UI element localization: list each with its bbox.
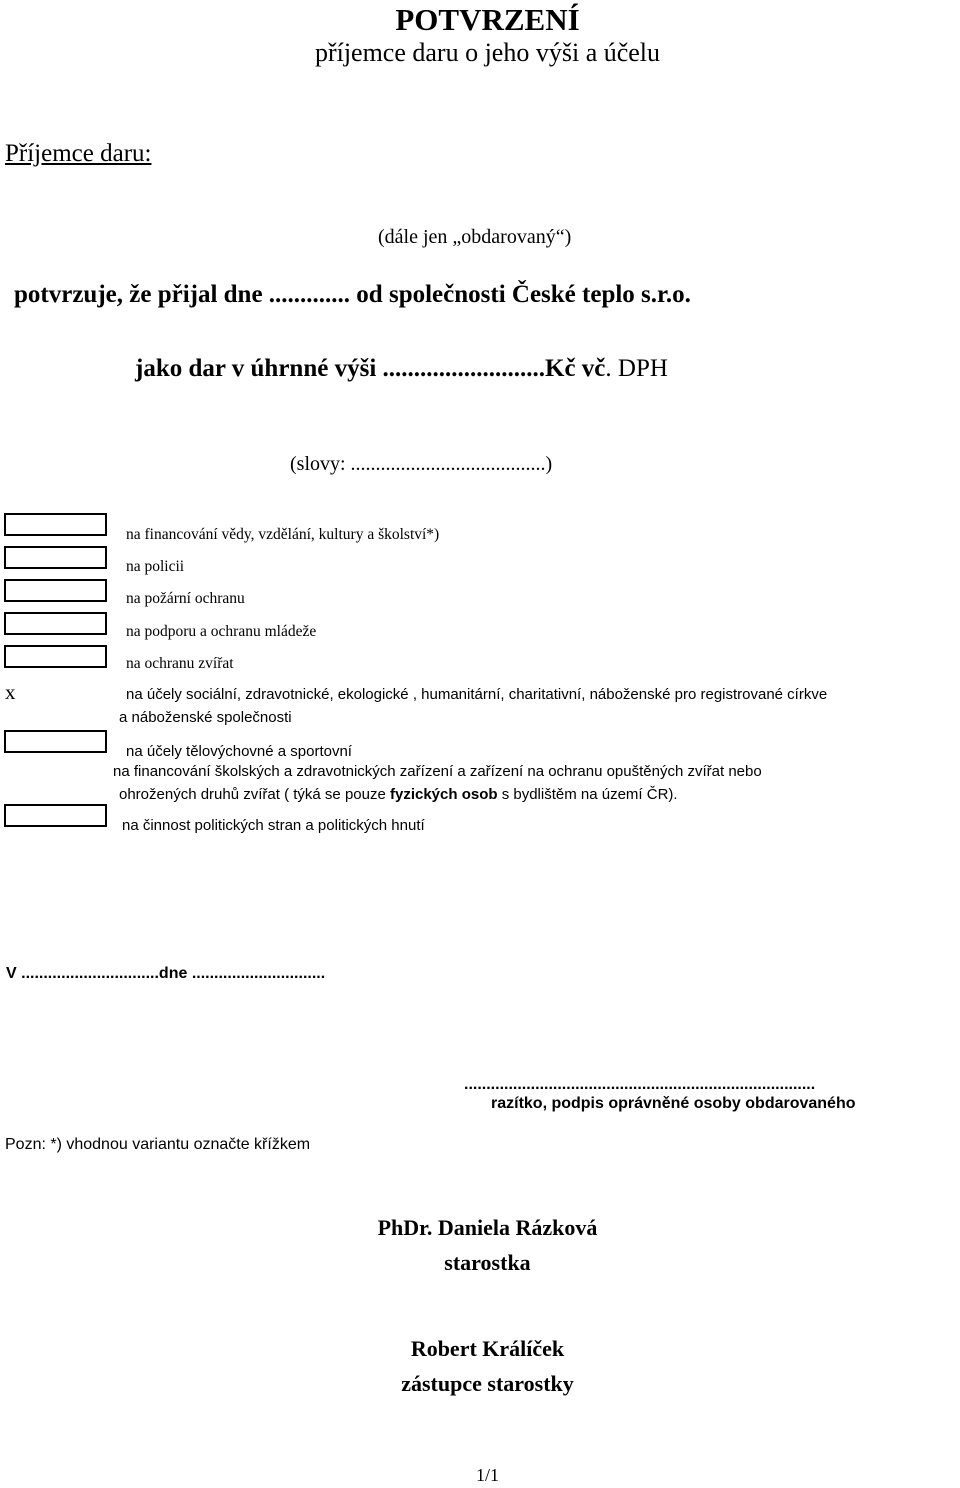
purpose-label-facilities: na financování školských a zdravotnických zařízení a zařízení na ochranu opuštěných zvířat nebo [113, 763, 762, 780]
purpose-label-social-cont: a náboženské společnosti [119, 709, 292, 726]
purpose-label-youth: na podporu a ochranu mládeže [126, 623, 317, 640]
purpose-label-facilities-cont: ohrožených druhů zvířat ( týká se pouze fyzických osob s bydlištěm na území ČR). [119, 786, 678, 803]
footnote: Pozn: *) vhodnou variantu označte křížkem [5, 1136, 311, 1153]
amount-line-tail: . DPH [605, 355, 668, 382]
purpose-checkbox-science[interactable] [4, 513, 107, 536]
purpose-checkbox-fire[interactable] [4, 579, 107, 602]
page-number: 1/1 [475, 1465, 499, 1485]
person-1-name: PhDr. Daniela Rázková [377, 1215, 598, 1240]
purpose-label-animals: na ochranu zvířat [126, 655, 234, 672]
document-title: POTVRZENÍ [395, 2, 580, 37]
person-1-role: starostka [444, 1250, 531, 1275]
amount-line [135, 355, 668, 383]
signature-caption: razítko, podpis oprávněné osoby obdarovaného [491, 1095, 856, 1112]
purpose-checkbox-youth[interactable] [4, 612, 107, 635]
place-date-line: V ...............................dne .............................. [6, 965, 326, 982]
person-2-name: Robert Králíček [410, 1336, 565, 1361]
selected-mark: x [5, 680, 16, 704]
purpose-label-police: na policii [126, 558, 185, 575]
signature-dots: ............................................................................... [464, 1076, 816, 1093]
words-line: (slovy: .......................................) [290, 453, 553, 475]
purpose-checkbox-politics[interactable] [4, 804, 107, 827]
document-subtitle: příjemce daru o jeho výši a účelu [314, 38, 661, 67]
purpose-label-sport: na účely tělovýchovné a sportovní [126, 743, 352, 760]
purpose-label-science: na financování vědy, vzdělání, kultury a školství*) [126, 526, 440, 543]
purpose-checkbox-animals[interactable] [4, 645, 107, 668]
amount-line-main: jako dar v úhrnné výši ..........................Kč vč [135, 355, 606, 382]
person-2-role: zástupce starostky [401, 1371, 574, 1396]
physical-persons-emphasis: fyzických osob [389, 786, 498, 803]
donee-note: (dále jen „obdarovaný“) [378, 226, 572, 248]
purpose-checkbox-sport[interactable] [4, 730, 107, 753]
purpose-label-politics: na činnost politických stran a politických hnutí [122, 817, 425, 834]
recipient-label: Příjemce daru: [5, 140, 152, 167]
purpose-label-fire: na požární ochranu [126, 590, 245, 607]
purpose-checkbox-police[interactable] [4, 546, 107, 569]
purpose-label-social: na účely sociální, zdravotnické, ekologické , humanitární, charitativní, náboženské pro registrované církve [126, 686, 828, 703]
confirm-line: potvrzuje, že přijal dne ............. od společnosti České teplo s.r.o. [14, 281, 691, 308]
